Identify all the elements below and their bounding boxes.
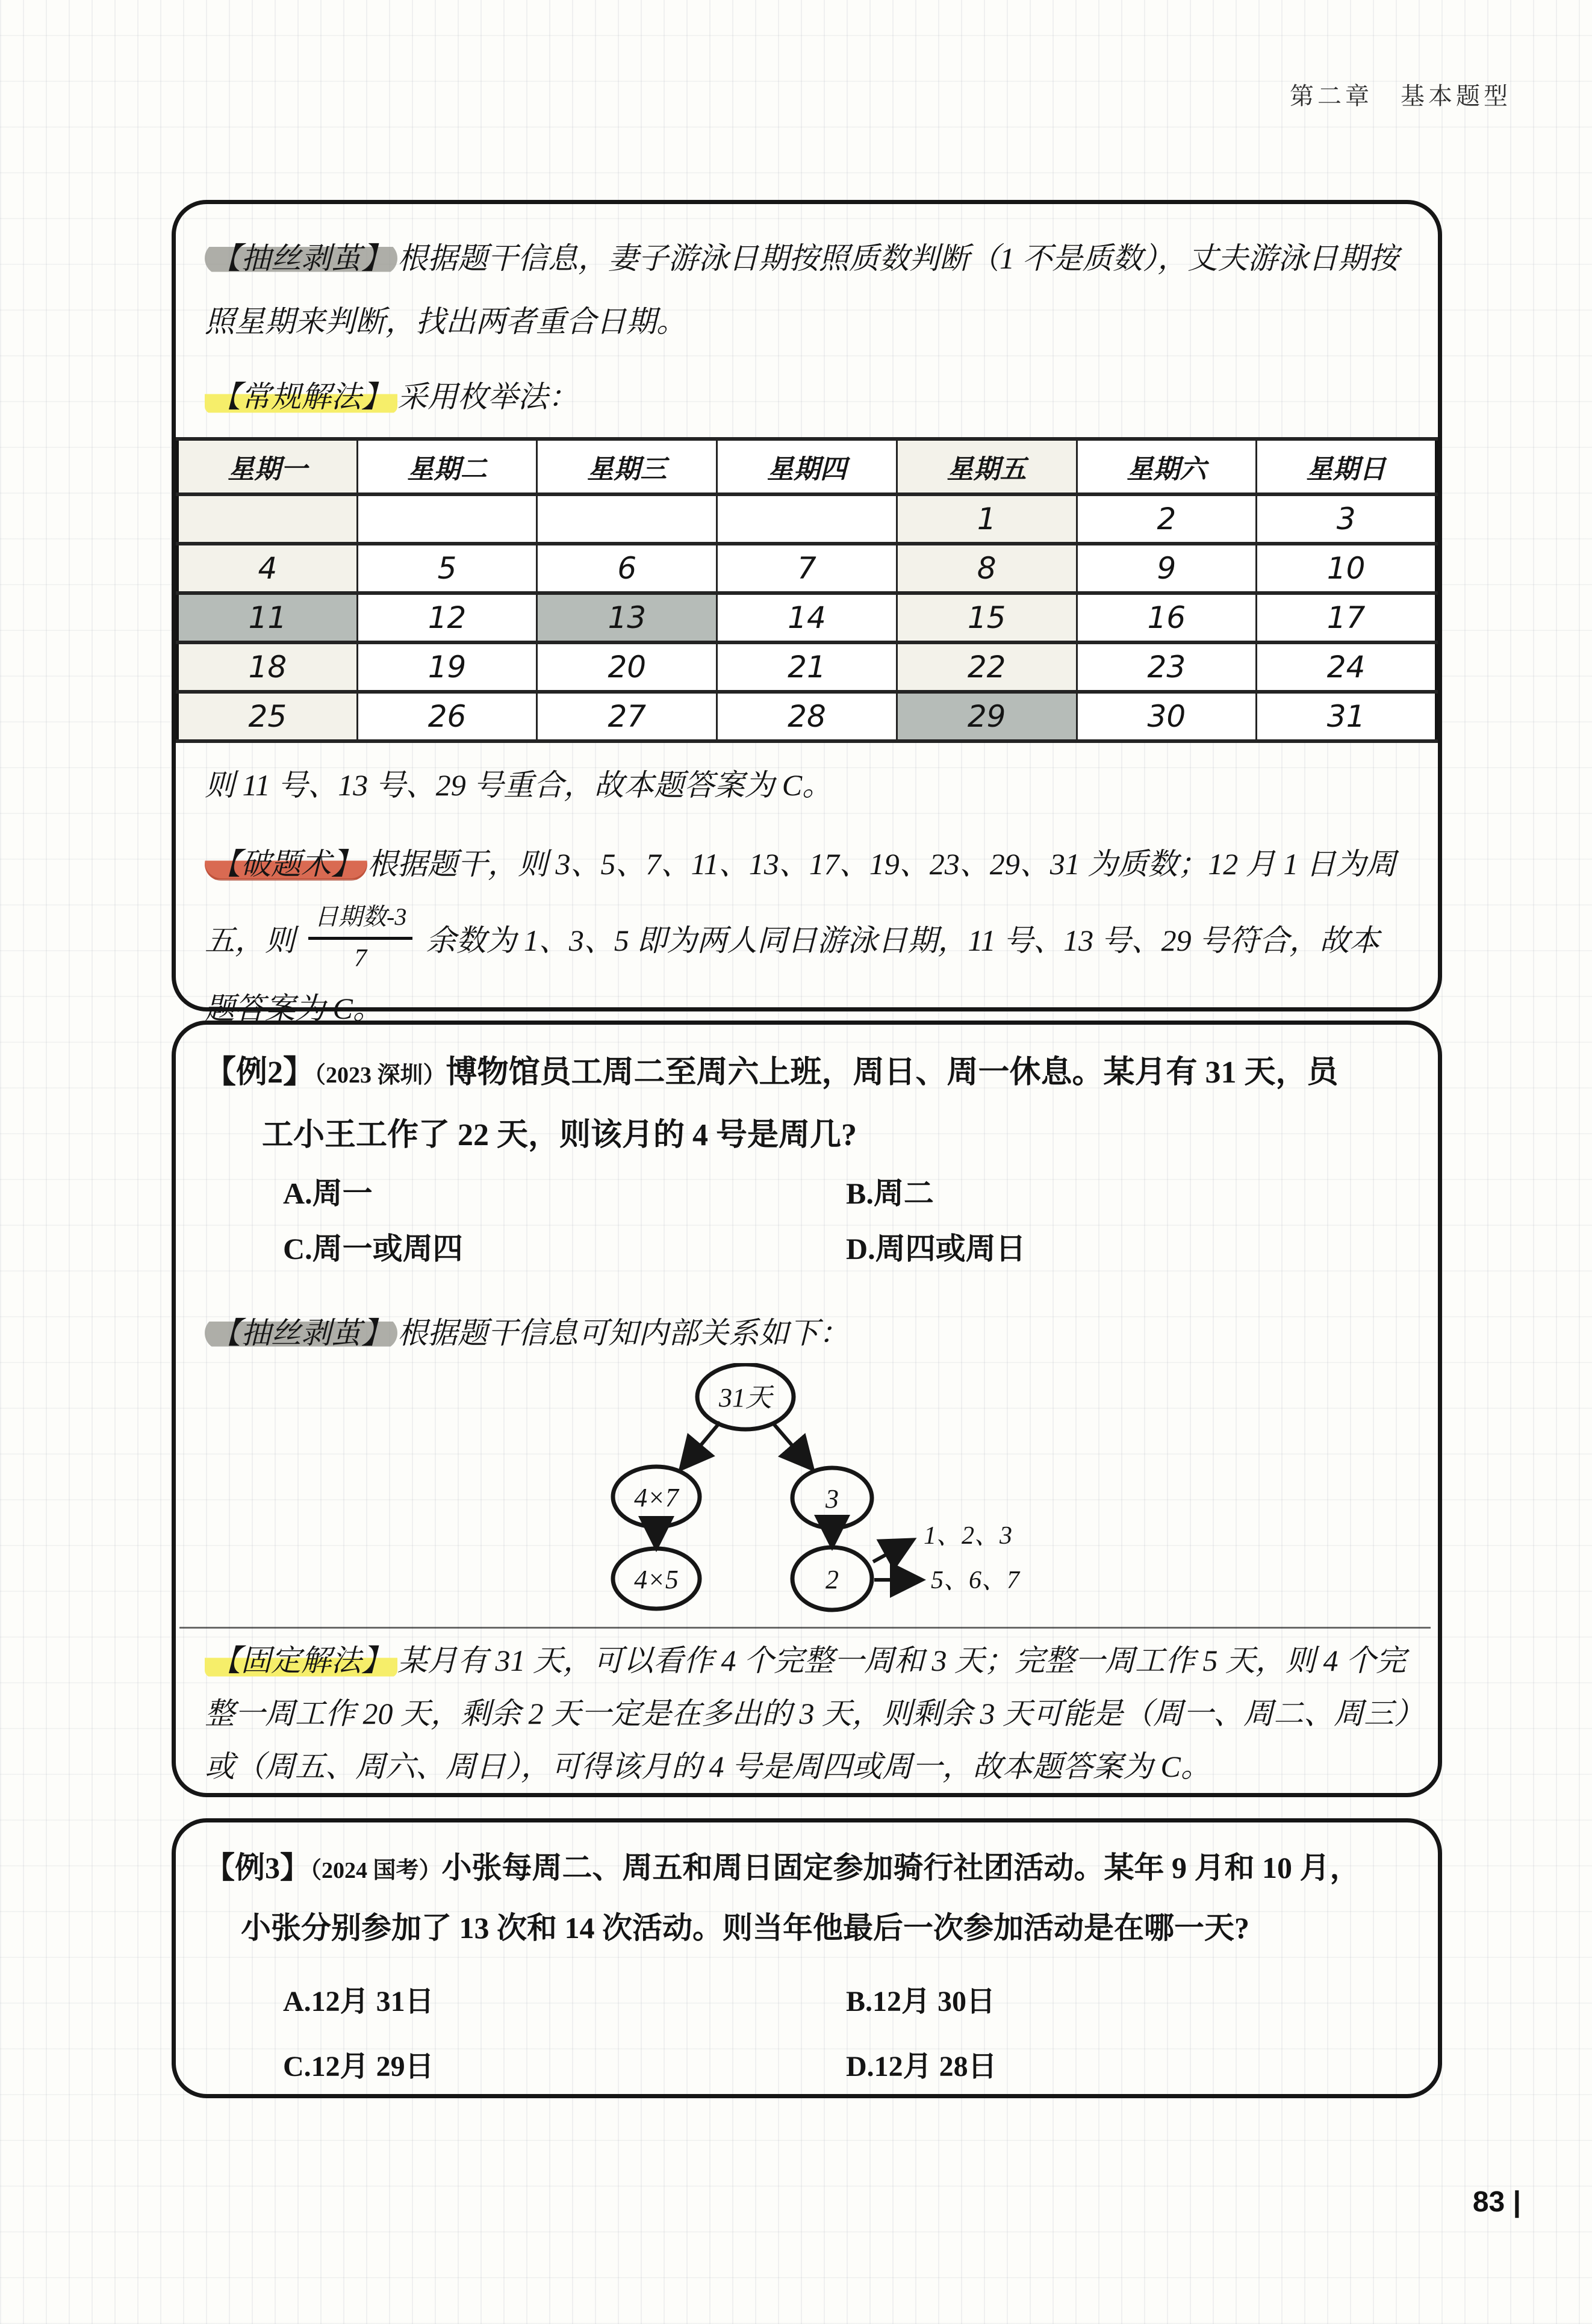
calendar-cell: 25 — [178, 692, 358, 741]
technique-label: 【破题术】 — [205, 847, 367, 881]
example2-stem-line-2: 工小王工作了 22 天，则该月的 4 号是周几? — [262, 1118, 857, 1152]
example2-box — [172, 1021, 1442, 1797]
calendar-cell — [357, 494, 537, 544]
calendar-header-cell: 星期四 — [717, 439, 897, 494]
conclusion-line: 则 11 号、13 号、29 号重合，故本题答案为 C。 — [205, 768, 833, 802]
fixed-solution-line-1 — [205, 1634, 1409, 1687]
chapter-header: 第二章 基本题型 — [1290, 82, 1511, 110]
technique-post-fraction: 余数为 1、3、5 即为两人同日游泳日期，11 号、13 号、29 号符合，故本 — [426, 924, 1380, 957]
calendar-cell: 6 — [537, 544, 717, 593]
option-d: D.周四或周日 — [846, 1232, 1026, 1266]
technique-text-1: 根据题干，则 3、5、7、11、13、17、19、23、29、31 为质数；12 月 1 日为周 — [367, 847, 1396, 881]
calendar-header-cell: 星期三 — [537, 439, 717, 494]
calendar-row — [178, 593, 1437, 642]
analysis-text-1: 根据题干信息，妻子游泳日期按照质数判断（1 不是质数），丈夫游泳日期按 — [397, 241, 1399, 275]
relationship-diagram — [205, 1363, 1409, 1634]
node-work-days — [613, 1549, 700, 1609]
example3-options — [205, 1975, 1409, 2094]
technique-line-3: 题答案为 C。 — [205, 992, 383, 1025]
calendar-row — [178, 494, 1437, 544]
option-c: C.12月 29日 — [283, 2051, 434, 2083]
technique-pre-fraction: 五，则 — [205, 924, 295, 957]
calendar-header-cell: 星期五 — [897, 439, 1077, 494]
calendar-cell: 27 — [537, 692, 717, 741]
calendar-cell: 16 — [1077, 593, 1257, 642]
regular-solution-label: 【常规解法】 — [205, 380, 397, 414]
calendar-cell: 10 — [1257, 544, 1437, 593]
example3-stem-line-2: 小张分别参加了 13 次和 14 次活动。则当年他最后一次参加活动是在哪一天? — [241, 1911, 1249, 1945]
node-total-days — [697, 1364, 794, 1429]
analysis-line-1 — [205, 227, 1409, 290]
fraction-numerator: 日期数-3 — [308, 901, 412, 940]
node-remaining-two — [792, 1547, 872, 1610]
svg-text:2: 2 — [826, 1565, 839, 1594]
scan-ruling-artifact — [179, 1627, 1431, 1629]
annotation-top-text: 1、2、3 — [924, 1522, 1013, 1550]
fixed-solution-line-3: 或（周五、周六、周日），可得该月的 4 号是周四或周一，故本题答案为 C。 — [205, 1750, 1211, 1783]
option-a: A.12月 31日 — [283, 1986, 434, 2018]
example2-stem-text-1: 博物馆员工周二至周六上班，周日、周一休息。某月有 31 天，员 — [446, 1055, 1339, 1090]
calendar-header-cell: 星期二 — [357, 439, 537, 494]
fraction-denominator: 7 — [354, 944, 367, 972]
calendar-cell: 28 — [717, 692, 897, 741]
calendar-cell: 30 — [1077, 692, 1257, 741]
calendar-row — [178, 692, 1437, 741]
page-number: 83 | — [1472, 2186, 1521, 2218]
solution-box — [172, 200, 1442, 1025]
node-four-weeks — [613, 1467, 700, 1527]
calendar-cell: 17 — [1257, 593, 1437, 642]
calendar-cell-highlighted: 11 — [178, 593, 358, 642]
calendar-cell: 23 — [1077, 642, 1257, 692]
calendar-cell: 21 — [717, 642, 897, 692]
option-c: C.周一或周四 — [283, 1232, 463, 1266]
calendar-row — [178, 642, 1437, 692]
example2-analysis-label: 【抽丝剥茧】 — [205, 1316, 397, 1350]
option-b: B.12月 30日 — [846, 1986, 996, 2018]
calendar-cell — [537, 494, 717, 544]
calendar-header-cell: 星期一 — [178, 439, 358, 494]
calendar-cell: 1 — [897, 494, 1077, 544]
calendar-cell: 3 — [1257, 494, 1437, 544]
example2-source: （2023 深圳） — [314, 1063, 446, 1088]
example2-analysis-text: 根据题干信息可知内部关系如下： — [397, 1316, 849, 1350]
regular-solution-line — [205, 365, 1409, 429]
fixed-solution-text-1: 某月有 31 天，可以看作 4 个完整一周和 3 天；完整一周工作 5 天，则 4 个完 — [397, 1644, 1406, 1677]
calendar-cell: 5 — [357, 544, 537, 593]
example3-source: （2024 国考） — [310, 1858, 442, 1883]
calendar-cell: 18 — [178, 642, 358, 692]
calendar-cell: 24 — [1257, 642, 1437, 692]
calendar-cell: 31 — [1257, 692, 1437, 741]
analysis-label: 【抽丝剥茧】 — [205, 241, 397, 275]
calendar-cell: 19 — [357, 642, 537, 692]
calendar-cell: 8 — [897, 544, 1077, 593]
svg-text:31天: 31天 — [719, 1383, 772, 1412]
calendar-cell — [717, 494, 897, 544]
example2-stem-line-1 — [205, 1043, 1409, 1105]
calendar-cell-highlighted: 13 — [537, 593, 717, 642]
example3-box — [172, 1818, 1442, 2098]
calendar-cell: 4 — [178, 544, 358, 593]
calendar-cell: 26 — [357, 692, 537, 741]
tree-diagram-svg — [602, 1363, 1060, 1634]
arrow-annotation-top — [873, 1541, 910, 1562]
calendar-cell: 15 — [897, 593, 1077, 642]
calendar-cell: 22 — [897, 642, 1077, 692]
technique-line-1 — [205, 833, 1409, 896]
arrow-root-right — [773, 1423, 810, 1467]
arrow-root-left — [683, 1422, 720, 1467]
fraction — [308, 901, 412, 976]
calendar-cell — [178, 494, 358, 544]
calendar-table — [176, 437, 1438, 743]
analysis-line-2: 照星期来判断，找出两者重合日期。 — [205, 305, 686, 338]
calendar-cell: 9 — [1077, 544, 1257, 593]
svg-text:4×5: 4×5 — [634, 1565, 679, 1594]
calendar-header-row — [178, 439, 1437, 494]
annotation-bottom-text: 5、6、7 — [931, 1567, 1020, 1594]
regular-solution-text: 采用枚举法： — [397, 380, 578, 414]
calendar-cell: 14 — [717, 593, 897, 642]
example2-analysis-line — [205, 1303, 1409, 1363]
svg-text:3: 3 — [826, 1484, 839, 1514]
example2-label: 【例2】 — [205, 1055, 315, 1090]
option-a: A.周一 — [283, 1176, 373, 1210]
svg-text:4×7: 4×7 — [634, 1483, 679, 1512]
calendar-row — [178, 544, 1437, 593]
node-three-days — [792, 1468, 872, 1528]
calendar-cell: 2 — [1077, 494, 1257, 544]
calendar-cell-highlighted: 29 — [897, 692, 1077, 741]
calendar-cell: 7 — [717, 544, 897, 593]
calendar-cell: 12 — [357, 593, 537, 642]
calendar-header-cell: 星期六 — [1077, 439, 1257, 494]
example3-label: 【例3】 — [205, 1851, 310, 1884]
fixed-solution-line-2: 整一周工作 20 天，剩余 2 天一定是在多出的 3 天，则剩余 3 天可能是（周一、周二、周三） — [205, 1697, 1424, 1730]
example3-stem-text-1: 小张每周二、周五和周日固定参加骑行社团活动。某年 9 月和 10 月， — [441, 1851, 1360, 1884]
option-d: D.12月 28日 — [846, 2051, 997, 2083]
calendar-header-cell: 星期日 — [1257, 439, 1437, 494]
example2-options — [205, 1166, 1409, 1276]
option-b: B.周二 — [846, 1176, 934, 1210]
example3-stem-line-1 — [205, 1839, 1409, 1900]
calendar-cell: 20 — [537, 642, 717, 692]
fixed-solution-label: 【固定解法】 — [205, 1644, 397, 1677]
technique-line-2 — [205, 896, 1409, 980]
